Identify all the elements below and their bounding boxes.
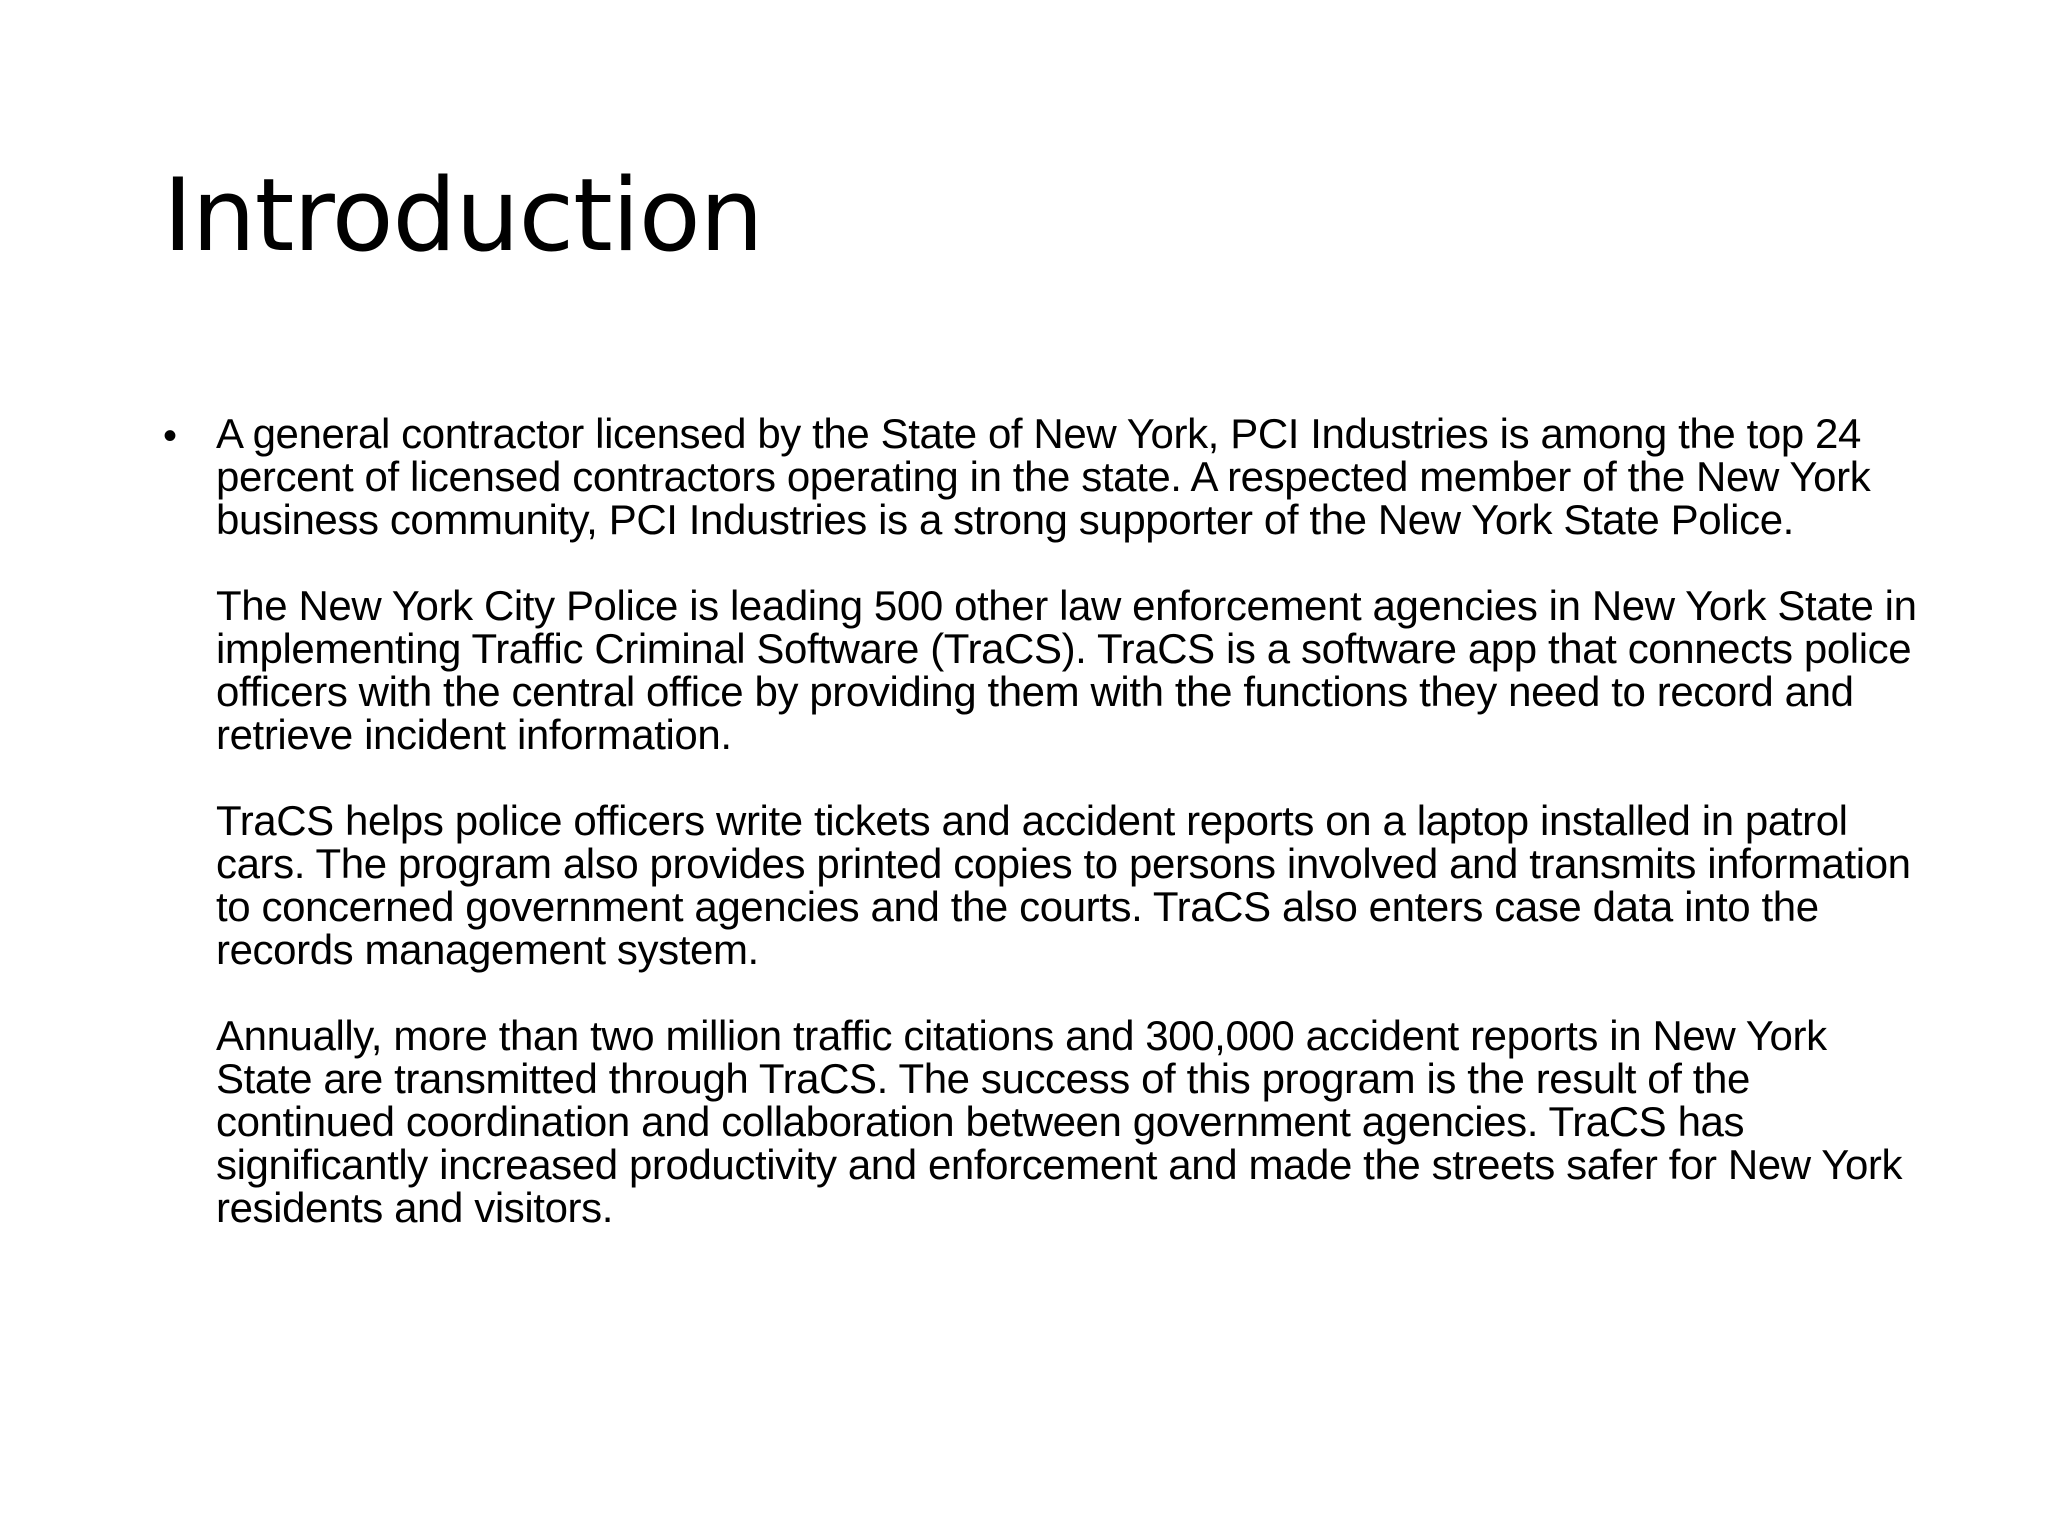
bullet-dot-icon: • <box>163 414 178 458</box>
paragraph-tracs-impact: Annually, more than two million traffic citations and 300,000 accident reports in New York State are transmitted through TraCS. The success of this program is the result of the continued coordination and collaboration between government agencies. TraCS has significantly increased productivity and enforcement and made the streets safer for New York residents and visitors. <box>216 1012 1903 1231</box>
slide-body <box>163 412 1923 1229</box>
paragraph-tracs-overview: The New York City Police is leading 500 other law enforcement agencies in New York State in implementing Traffic Criminal Software (TraCS). TraCS is a software app that connects police officers with the central office by providing them with the functions they need to record and retrieve incident information. <box>216 582 1917 758</box>
bullet-item <box>163 412 1923 1229</box>
paragraph-tracs-functions: TraCS helps police officers write tickets and accident reports on a laptop installed in patrol cars. The program also provides printed copies to persons involved and transmits information to concerned government agencies and the courts. TraCS also enters case data into the records management system. <box>216 797 1911 973</box>
paragraph-pci-industries: A general contractor licensed by the State of New York, PCI Industries is among the top 24 percent of licensed contractors operating in the state. A respected member of the New York business community, PCI Industries is a strong supporter of the New York State Police. <box>216 410 1871 543</box>
slide-title: Introduction <box>163 156 763 274</box>
